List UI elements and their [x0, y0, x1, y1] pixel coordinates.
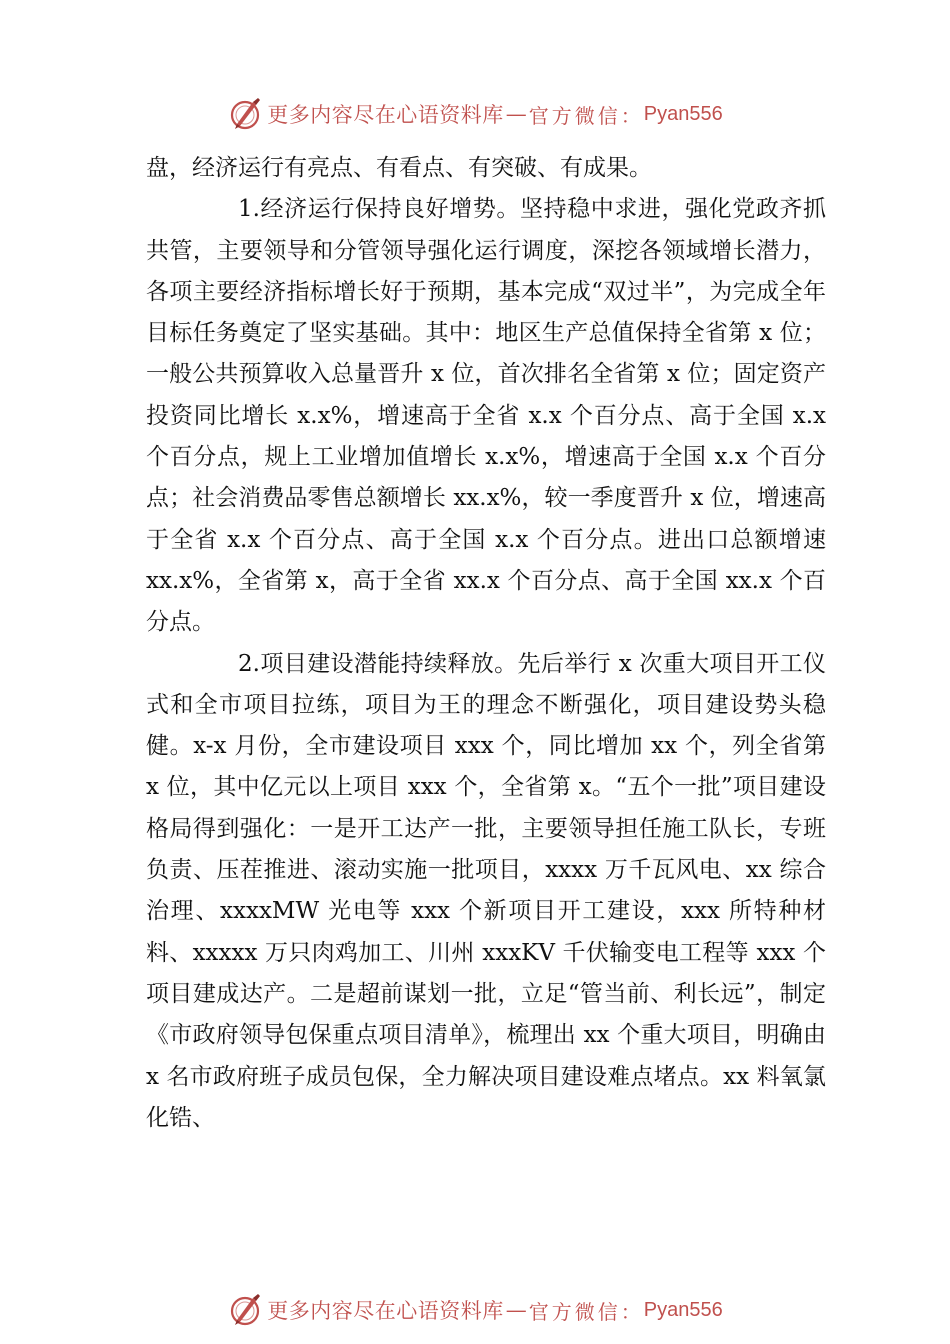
paragraph-text: 项目建设潜能持续释放。先后举行 x 次重大项目开工仪式和全市项目拉练，项目为王的理念不断强化，项目建设势头稳健。x-x 月份，全市建设项目 xxx 个，同比增加 xx 个，列全省第 x 位，其中亿元以上项目 xxx 个，全省第 x。“五个一批”项目建设格局得到强化：一是开工达产一批，主要领导担任施工队长，专班负责、压茬推进、滚动实施一批项目，xxxx 万千瓦风电、xx 综合治理、xxxxMW 光电等 xxx 个新项目开工建设，xxx 所特种材料、xxxxx 万只肉鸡加工、川州 xxxKV 千伏输变电工程等 xxx 个项目建成达产。二是超前谋划一批，立足“管当前、利长远”，制定《市政府领导包保重点项目清单》，梳理出 xx 个重大项目，明确由 x 名市政府班子成员包保，全力解决项目建设难点堵点。xx 料氧氯化锆、 [146, 650, 826, 1131]
header-watermark [0, 94, 950, 134]
watermark-wechat-id: Pyan556 [643, 102, 723, 125]
document-body [146, 148, 826, 1139]
watermark-brand-text: 更多内容尽在心语资料库 [267, 103, 504, 127]
paragraph-number: 1. [238, 196, 260, 223]
paragraph-continuation: 盘，经济运行有亮点、有看点、有突破、有成果。 [146, 155, 652, 181]
paragraph-projects [146, 644, 826, 1140]
pen-seal-icon [227, 1292, 263, 1328]
watermark-wechat-label: 官方微信： [528, 1299, 644, 1324]
watermark-wechat-label: 官方微信： [528, 103, 644, 128]
paragraph-text: 经济运行保持良好增势。坚持稳中求进，强化党政齐抓共管，主要领导和分管领导强化运行调度，深挖各领域增长潜力，各项主要经济指标增长好于预期，基本完成“双过半”，为完成全年目标任务奠定了坚实基础。其中：地区生产总值保持全省第 x 位；一般公共预算收入总量晋升 x 位，首次排名全省第 x 位；固定资产投资同比增长 x.x%，增速高于全省 x.x 个百分点、高于全国 x.x 个百分点，规上工业增加值增长 x.x%，增速高于全国 x.x 个百分点；社会消费品零售总额增长 xx.x%，较一季度晋升 x 位，增速高于全省 x.x 个百分点、高于全国 x.x 个百分点。进出口总额增速 xx.x%，全省第 x，高于全省 xx.x 个百分点、高于全国 xx.x 个百分点。 [146, 196, 826, 636]
footer-watermark [0, 1290, 950, 1330]
watermark-dash: — [505, 1298, 527, 1322]
watermark-dash: — [505, 102, 527, 126]
pen-seal-icon [227, 96, 263, 132]
watermark-wechat-id: Pyan556 [643, 1298, 723, 1321]
paragraph-economy [146, 189, 826, 643]
paragraph-number: 2. [238, 650, 260, 677]
watermark-brand-text: 更多内容尽在心语资料库 [267, 1299, 504, 1323]
